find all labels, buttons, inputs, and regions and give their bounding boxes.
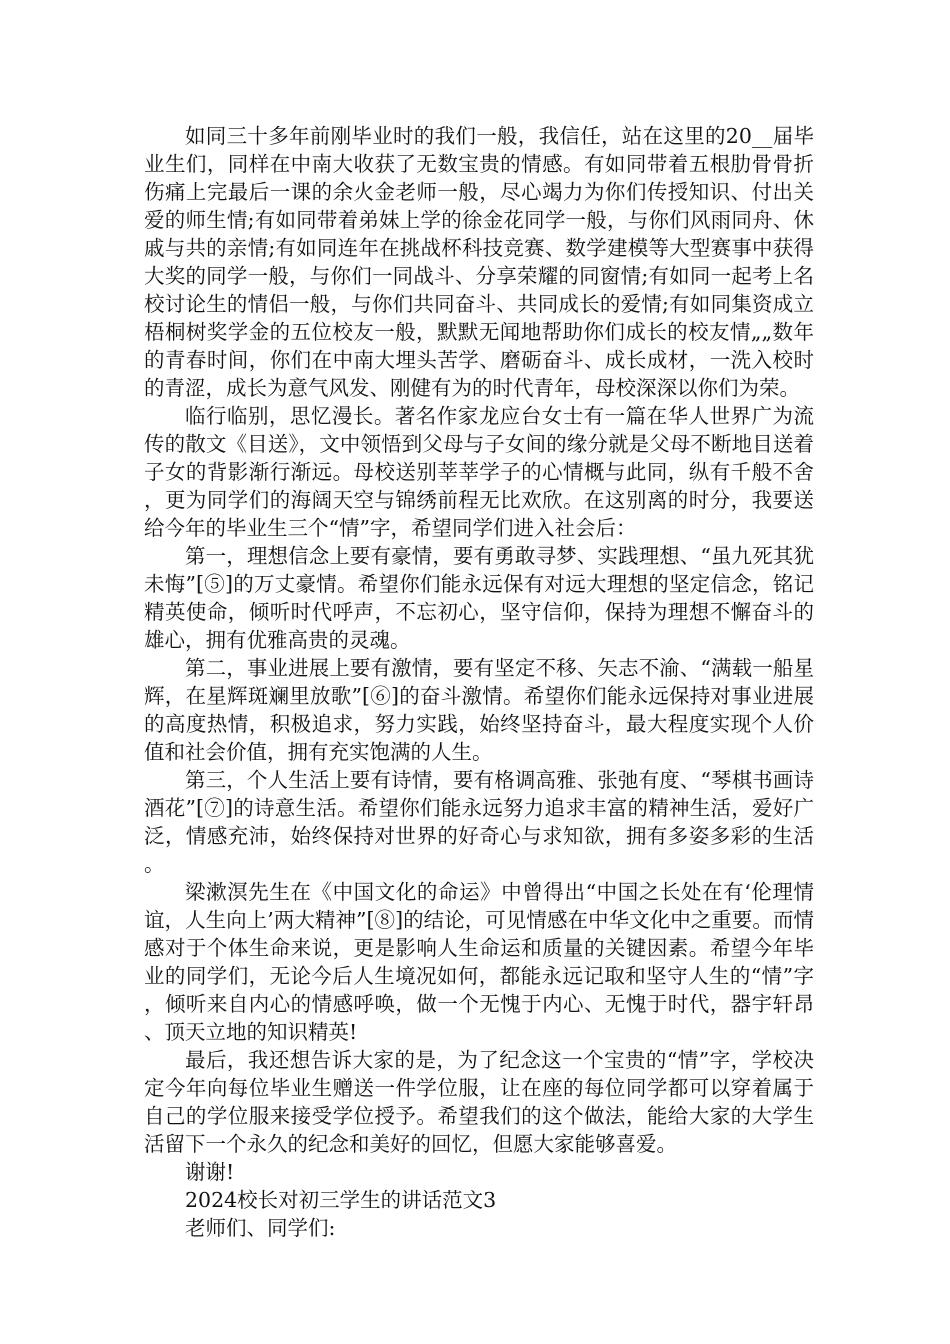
document-body bbox=[144, 122, 814, 1242]
paragraph-first: 第一，理想信念上要有豪情，要有勇敢寻梦、实践理想、“虽九死其犹未悔”[⑤]的万丈豪情。希望你们能永远保有对远大理想的坚定信念，铭记精英使命，倾听时代呼声，不忘初心，坚守信仰，保持为理想不懈奋斗的雄心，拥有优雅高贵的灵魂。 bbox=[144, 544, 814, 652]
thanks-line: 谢谢! bbox=[185, 1160, 235, 1184]
section-title: 2024校长对初三学生的讲话范文3 bbox=[185, 1188, 497, 1212]
paragraph-emotions: 如同三十多年前刚毕业时的我们一般，我信任，站在这里的20__届毕业生们，同样在中南大收获了无数宝贵的情感。有如同带着五根肋骨骨折伤痛上完最后一课的余火金老师一般，尽心竭力为你们传授知识、付出关爱的师生情;有如同带着弟妹上学的徐金花同学一般，与你们风雨同舟、休戚与共的亲情;有如同连年在挑战杯科技竞赛、数学建模等大型赛事中获得大奖的同学一般，与你们一同战斗、分享荣耀的同窗情;有如同一起考上名校讨论生的情侣一般，与你们共同奋斗、共同成长的爱情;有如同集资成立梧桐树奖学金的五位校友一般，默默无闻地帮助你们成长的校友情„„数年的青春时间，你们在中南大埋头苦学、磨砺奋斗、成长成材，一洗入校时的青涩，成长为意气风发、刚健有为的时代青年，母校深深以你们为荣。 bbox=[144, 124, 814, 400]
paragraph-liang: 梁漱溟先生在《中国文化的命运》中曾得出“中国之长处在有‘伦理情谊，人生向上’两大精神”[⑧]的结论，可见情感在中华文化中之重要。而情感对于个体生命来说，更是影响人生命运和质量的关键因素。希望今年毕业的同学们，无论今后人生境况如何，都能永远记取和坚守人生的“情”字，倾听来自内心的情感呼唤，做一个无愧于内心、无愧于时代，器宇轩昂、顶天立地的知识精英! bbox=[144, 880, 814, 1044]
greeting-line: 老师们、同学们: bbox=[185, 1216, 336, 1240]
paragraph-finally: 最后，我还想告诉大家的是，为了纪念这一个宝贵的“情”字，学校决定今年向每位毕业生赠送一件学位服，让在座的每位同学都可以穿着属于自己的学位服来接受学位授予。希望我们的这个做法，能给大家的大学生活留下一个永久的纪念和美好的回忆，但愿大家能够喜爱。 bbox=[144, 1048, 814, 1156]
paragraph-farewell: 临行临别，思忆漫长。著名作家龙应台女士有一篇在华人世界广为流传的散文《目送》，文中领悟到父母与子女间的缘分就是父母不断地目送着子女的背影渐行渐远。母校送别莘莘学子的心情概与此同，纵有千般不舍，更为同学们的海阔天空与锦绣前程无比欢欣。在这别离的时分，我要送给今年的毕业生三个“情”字，希望同学们进入社会后： bbox=[144, 404, 814, 540]
paragraph-third: 第三，个人生活上要有诗情，要有格调高雅、张弛有度、“琴棋书画诗酒花”[⑦]的诗意生活。希望你们能永远努力追求丰富的精神生活，爱好广泛，情感充沛，始终保持对世界的好奇心与求知欲，拥有多姿多彩的生活。 bbox=[144, 768, 814, 876]
paragraph-second: 第二，事业进展上要有激情，要有坚定不移、矢志不渝、“满载一船星辉，在星辉斑斓里放歌”[⑥]的奋斗激情。希望你们能永远保持对事业进展的高度热情，积极追求，努力实践，始终坚持奋斗，最大程度实现个人价值和社会价值，拥有充实饱满的人生。 bbox=[144, 656, 814, 764]
